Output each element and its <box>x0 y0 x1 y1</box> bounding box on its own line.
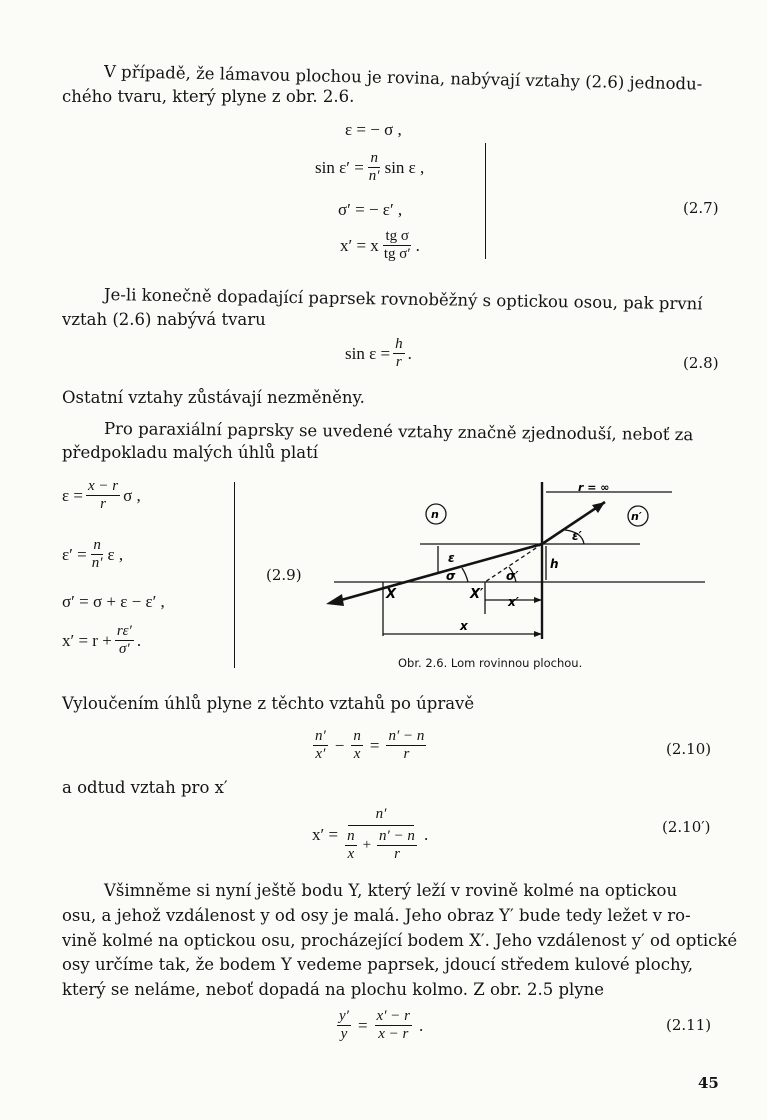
refracted-arrowhead <box>592 502 605 513</box>
para7-line-2: osu, a jehož vzdálenost y od osy je malá. Jeho obraz Y′ bude tedy ležet v ro- <box>62 906 691 925</box>
label-sigma: σ <box>446 569 456 583</box>
para7-line-4: osy určíme tak, že bodem Y vedeme paprsek, jdoucí středem kulové plochy, <box>62 955 693 974</box>
xprime-arrowhead <box>534 597 542 603</box>
page-number: 45 <box>698 1074 719 1092</box>
para4-line-2: předpokladu malých úhlů platí <box>62 443 318 462</box>
eq-2-10: $\frac{n'}{x'}$ − $\frac{n}{x}$ = $\frac{n' - n}{r}$ <box>315 728 425 762</box>
label-eps-prime: ε′ <box>572 529 582 543</box>
eq-2-11: $\frac{y'}{y}$ = $\frac{x' - r}{x - r}$ . <box>339 1008 424 1042</box>
label-eps: ε <box>448 551 455 565</box>
para2-line-1: Je-li konečně dopadající paprsek rovnoběžný s optickou osou, pak první <box>103 285 703 314</box>
eq-2-8: sin ε = $\frac{h}{r}$ . <box>345 336 412 370</box>
figure-caption: Obr. 2.6. Lom rovinnou plochou. <box>398 656 583 670</box>
label-x-prime: x′ <box>508 595 519 609</box>
eq-2-9-row-4: x′ = r + $\frac{r\varepsilon'}{\sigma'}$ . <box>62 623 142 657</box>
label-sigma-prime: σ′ <box>506 569 519 583</box>
eq-2-9-brace <box>230 482 235 668</box>
eq-2-7-row-4: x′ = x $\frac{\text{tg σ}}{\text{tg σ′}}$ . <box>340 228 420 262</box>
eq-2-7-row-1: ε = − σ , <box>345 120 402 139</box>
x-arrowhead <box>534 631 542 637</box>
eq-2-9-row-3: σ′ = σ + ε − ε′ , <box>62 592 165 611</box>
para7-line-5: který se neláme, neboť dopadá na plochu kolmo. Z obr. 2.5 plyne <box>62 980 605 999</box>
para7-line-1: Všimněme si nyní ještě bodu Y, který leží v rovině kolmé na optickou <box>104 881 678 900</box>
eq-2-9-number: (2.9) <box>266 566 302 584</box>
para3-line-1: Ostatní vztahy zůstávají nezměněny. <box>62 388 365 407</box>
label-X: X <box>386 587 397 602</box>
para5-line-1: Vyloučením úhlů plyne z těchto vztahů po úpravě <box>62 694 475 713</box>
eq-2-7-brace <box>481 143 486 259</box>
eq-2-10-prime-number: (2.10′) <box>662 818 711 836</box>
sigma-arc <box>462 568 468 582</box>
intro-line-1: V případě, že lámavou plochou je rovina, nabývají vztahy (2.6) jednodu- <box>103 62 703 94</box>
label-x: x <box>460 619 468 633</box>
eq-2-8-number: (2.8) <box>683 354 719 372</box>
eq-2-10-prime: x′ = n′ $\frac{n}{x}$ + $\frac{n' - n}{r}$ . <box>312 806 429 862</box>
eq-2-10-number: (2.10) <box>666 740 712 758</box>
para2-line-2: vztah (2.6) nabývá tvaru <box>62 310 266 329</box>
para6-line-1: a odtud vztah pro x′ <box>62 778 228 797</box>
eq-2-7-row-3: σ′ = − ε′ , <box>338 200 403 219</box>
eq-2-9-row-2: ε′ = $\frac{n}{n'}$ ε , <box>62 537 124 571</box>
figure-refraction-plane <box>320 474 720 654</box>
para4-line-1: Pro paraxiální paprsky se uvedené vztahy značně zjednoduší, neboť za <box>103 419 694 445</box>
intro-line-2: chého tvaru, který plyne z obr. 2.6. <box>62 87 355 106</box>
incident-tail <box>326 594 344 606</box>
label-r-infinity: r = ∞ <box>578 481 610 494</box>
eq-2-7-number: (2.7) <box>683 199 719 217</box>
eq-2-11-number: (2.11) <box>666 1016 712 1034</box>
label-h: h <box>550 557 559 571</box>
label-n: n <box>431 508 439 521</box>
eq-2-7-row-2: sin ε′ = $\frac{n}{n'}$ sin ε , <box>315 150 425 184</box>
label-n-prime: n′ <box>631 510 642 523</box>
para7-line-3: vině kolmé na optickou osu, procházející bodem X′. Jeho vzdálenost y′ od optické <box>62 931 738 950</box>
label-X-prime: X′ <box>470 587 484 602</box>
eq-2-9-row-1: ε = $\frac{x - r}{r}$ σ , <box>62 478 141 512</box>
